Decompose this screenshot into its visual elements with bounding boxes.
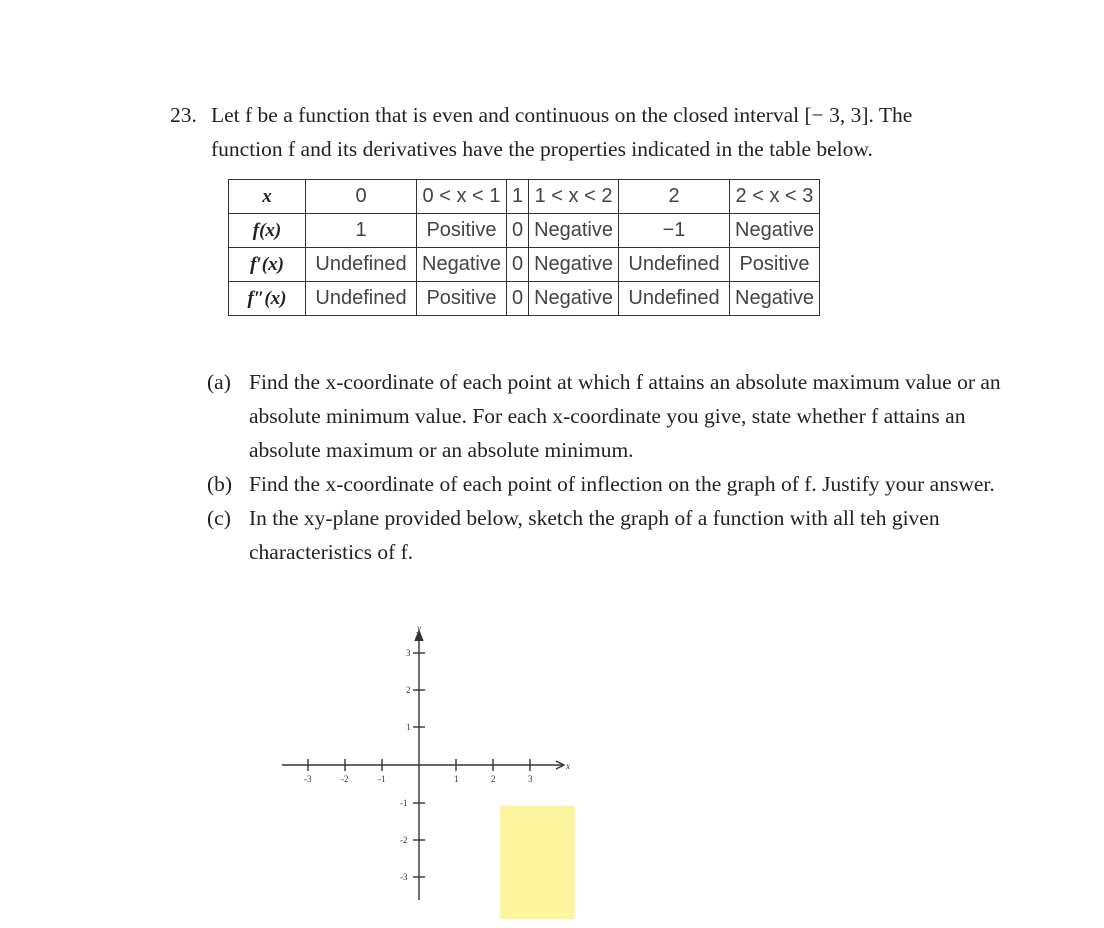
part-label: (b) (207, 472, 233, 496)
table-cell: Negative (730, 282, 820, 316)
y-axis-label: y (417, 623, 421, 633)
table-cell: Undefined (619, 248, 730, 282)
stem-line-1: Let f be a function that is even and continuous on the closed interval [− 3, 3]. The (211, 103, 913, 127)
table-cell: 1 (306, 214, 417, 248)
table-cell: 0 (506, 282, 528, 316)
table-header-cell: 0 (306, 180, 417, 214)
table-row-header: f″(x) (229, 282, 306, 316)
part-text: Find the x-coordinate of each point of inflection on the graph of f. Justify your answer. (249, 472, 995, 496)
table-cell: Negative (417, 248, 507, 282)
y-tick-label: 1 (406, 722, 411, 732)
y-tick-label: 2 (406, 685, 411, 695)
problem-number: 23. (170, 103, 197, 127)
table-header-cell: x (229, 180, 306, 214)
table-header-cell: 0 < x < 1 (417, 180, 507, 214)
properties-table (228, 179, 820, 316)
table-cell: Negative (730, 214, 820, 248)
y-tick-label: -3 (400, 872, 408, 882)
table-header-cell: 1 < x < 2 (529, 180, 619, 214)
part-c (207, 501, 1037, 569)
x-axis-label: x (566, 761, 570, 771)
part-a (207, 365, 1037, 467)
table-cell: Undefined (306, 282, 417, 316)
y-tick-label: -2 (400, 835, 408, 845)
table-row (229, 248, 820, 282)
table-cell: 0 (506, 214, 528, 248)
table-cell: Negative (529, 214, 619, 248)
x-tick-label: -3 (304, 774, 312, 784)
table-cell: Positive (417, 214, 507, 248)
y-tick-label: -1 (400, 798, 408, 808)
x-tick-label: 3 (528, 774, 533, 784)
table-row-header: f(x) (229, 214, 306, 248)
table-cell: Positive (730, 248, 820, 282)
part-text: In the xy-plane provided below, sketch the graph of a function with all teh given characteristics of f. (249, 506, 940, 564)
part-label: (c) (207, 506, 231, 530)
sticky-note (500, 806, 575, 919)
table-header-row (229, 180, 820, 214)
table-cell: Negative (529, 282, 619, 316)
stem-line-2: function f and its derivatives have the properties indicated in the table below. (211, 137, 873, 161)
table-row (229, 214, 820, 248)
x-tick-label: -2 (341, 774, 349, 784)
part-text: Find the x-coordinate of each point at which f attains an absolute maximum value or an absolute minimum value. For each x-coordinate you give, state whether f attains an absolute maximum or an absolute minimum. (249, 370, 1001, 462)
table-header-cell: 2 < x < 3 (730, 180, 820, 214)
x-tick-label: 1 (454, 774, 459, 784)
part-label: (a) (207, 370, 231, 394)
part-b (207, 467, 1037, 501)
table-cell: Undefined (619, 282, 730, 316)
y-tick-label: 3 (406, 648, 411, 658)
problem-stem (211, 98, 1051, 166)
question-parts (207, 365, 1037, 569)
table-row-header: f′(x) (229, 248, 306, 282)
x-tick-label: -1 (378, 774, 386, 784)
table-cell: −1 (619, 214, 730, 248)
x-tick-label: 2 (491, 774, 496, 784)
table-row (229, 282, 820, 316)
table-header-cell: 1 (506, 180, 528, 214)
table-cell: Negative (529, 248, 619, 282)
table-cell: Positive (417, 282, 507, 316)
table-header-cell: 2 (619, 180, 730, 214)
table-cell: Undefined (306, 248, 417, 282)
table-cell: 0 (506, 248, 528, 282)
